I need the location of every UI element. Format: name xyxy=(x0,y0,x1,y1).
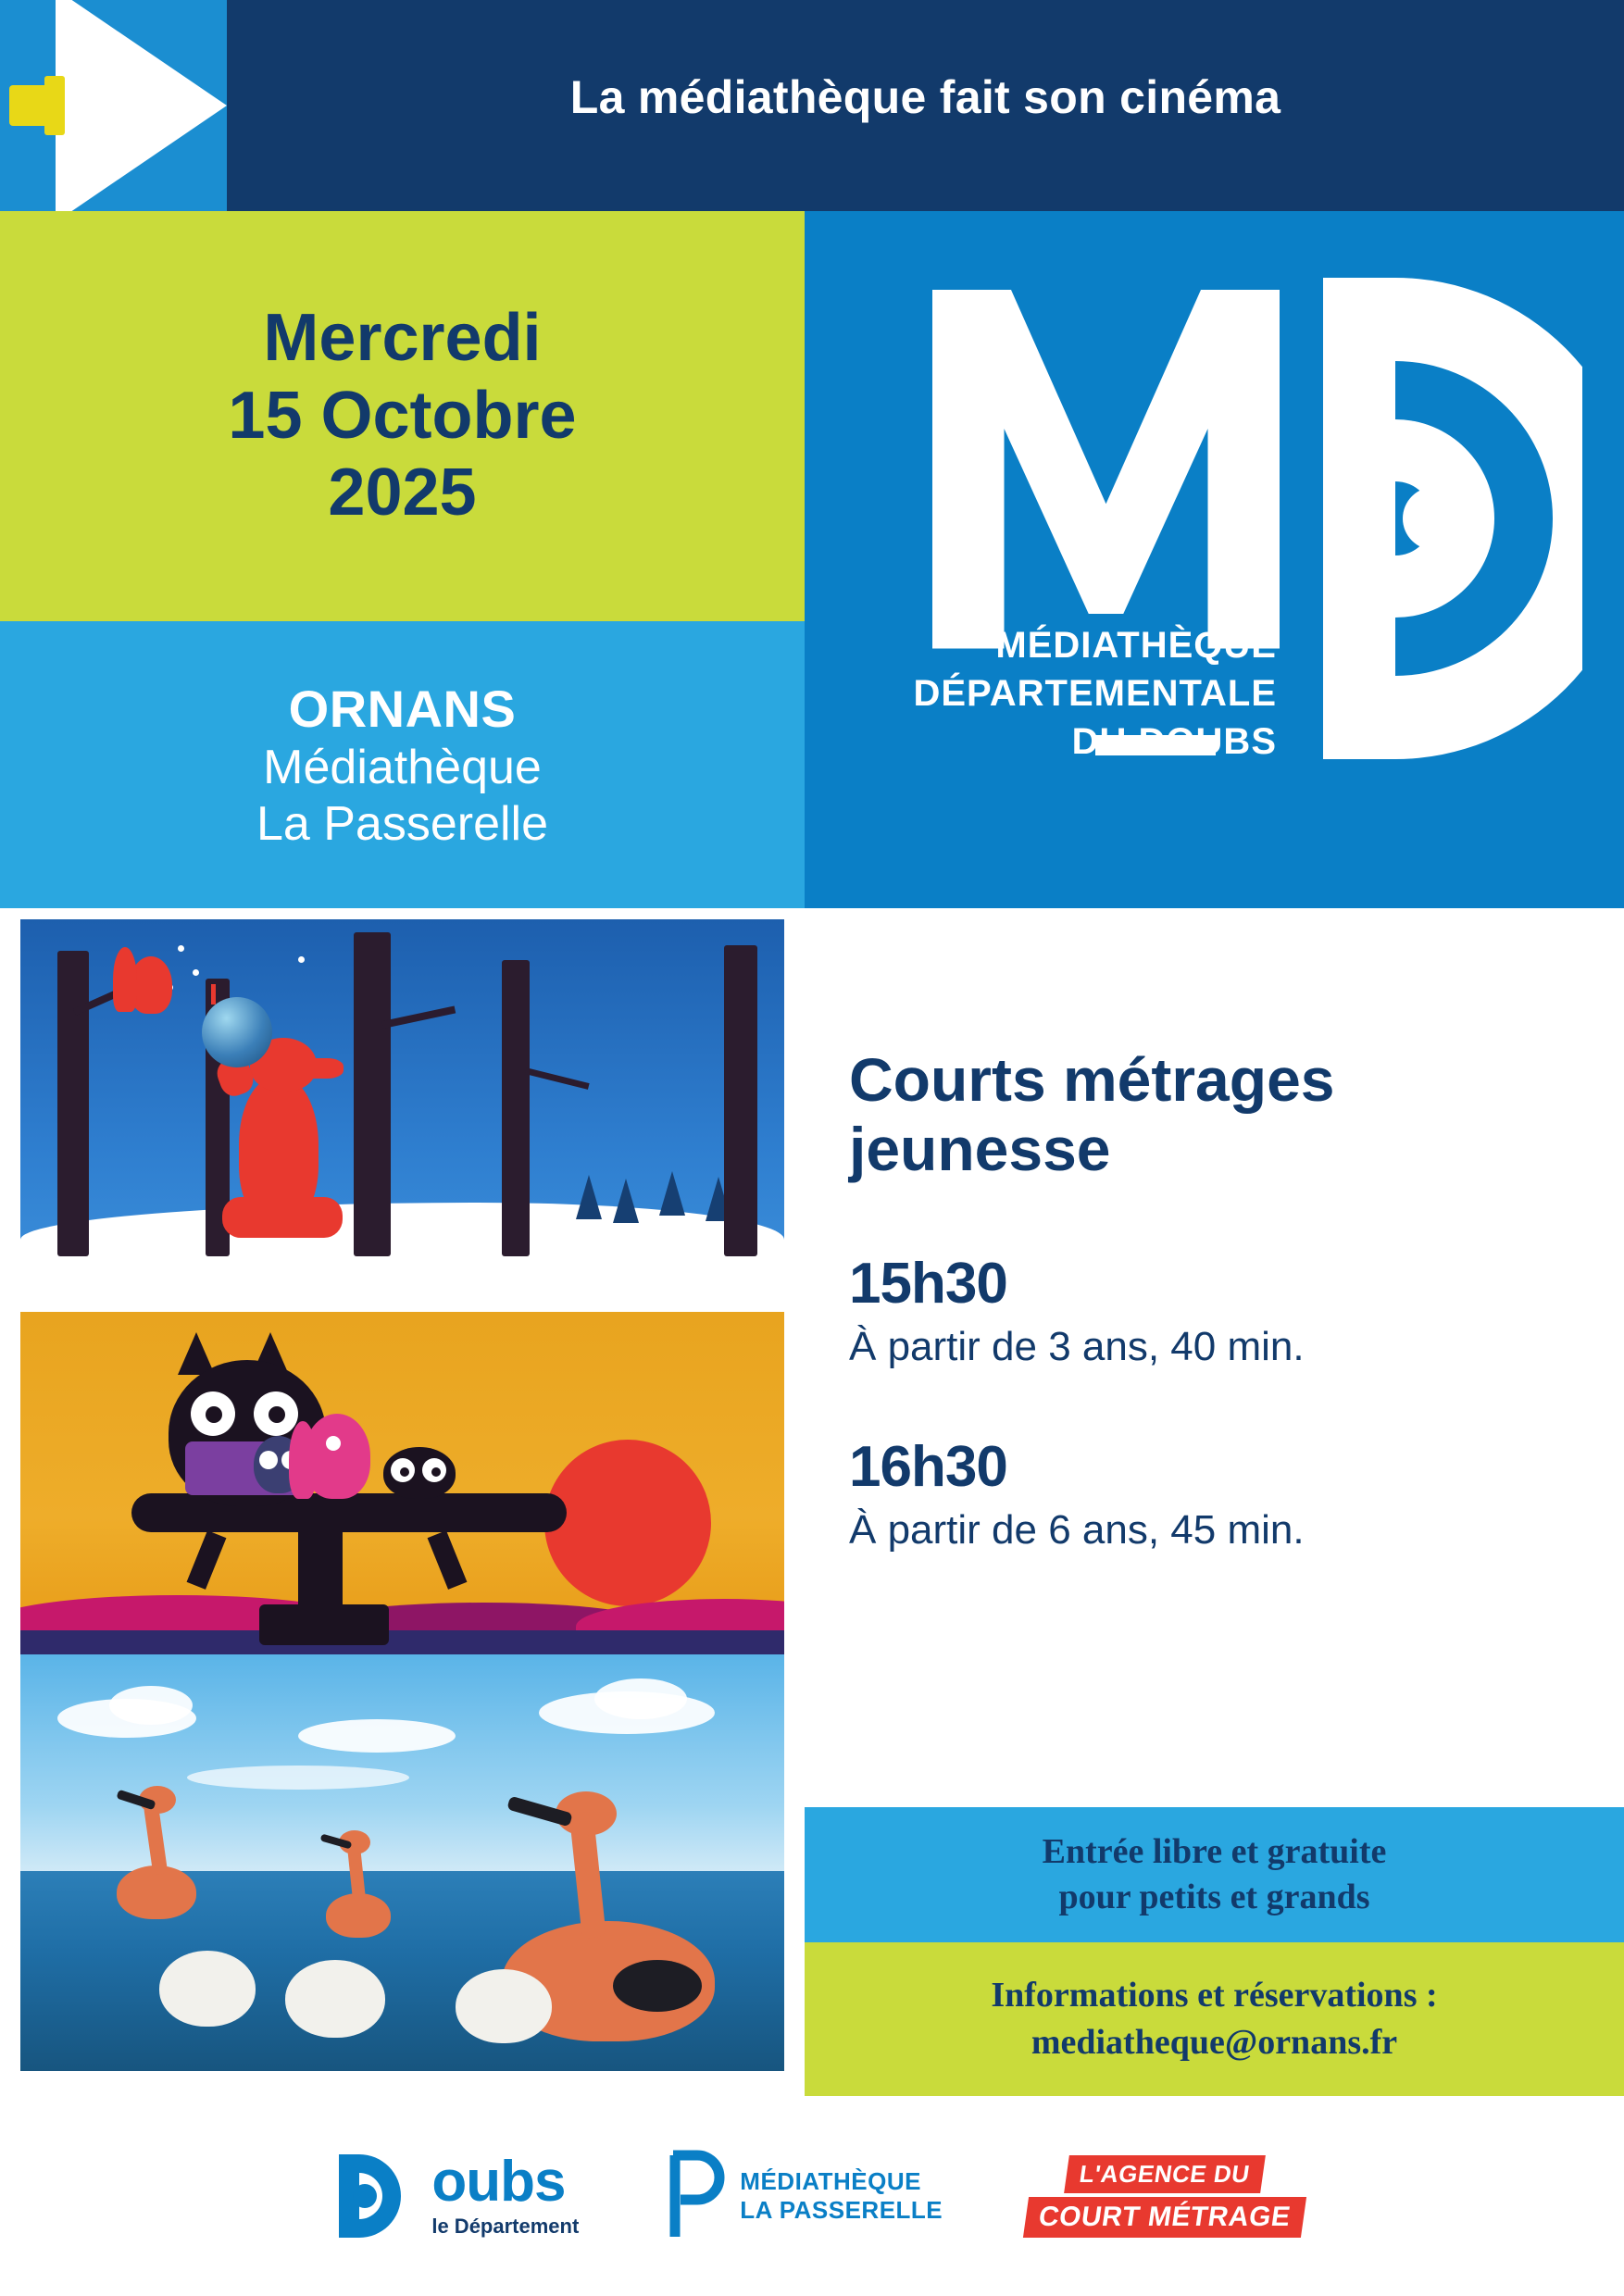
event-place-block xyxy=(0,621,805,908)
session-2 xyxy=(849,1436,1580,1555)
doubs-subtitle: le Département xyxy=(431,2215,580,2238)
passerelle-p-icon xyxy=(662,2148,729,2244)
projector-lens xyxy=(44,76,65,135)
date-line-year: 2025 xyxy=(328,455,477,530)
place-city: ORNANS xyxy=(288,680,517,739)
acm-line1: L'AGENCE DU xyxy=(1064,2155,1265,2193)
flamingos-sea-illustration xyxy=(20,1654,784,2071)
passerelle-line1: MÉDIATHÈQUE xyxy=(740,2166,921,2195)
projector-beam xyxy=(56,0,227,211)
session-2-time: 16h30 xyxy=(849,1435,1007,1499)
place-venue-line1: Médiathèque xyxy=(263,741,542,795)
session-1-info: À partir de 3 ans, 40 min. xyxy=(849,1324,1305,1370)
la-passerelle-logo xyxy=(662,2148,943,2244)
session-1-time: 15h30 xyxy=(849,1252,1007,1316)
md-logo-block xyxy=(805,211,1624,908)
page-title: La médiathèque fait son cinéma xyxy=(569,71,1281,123)
program-title: Courts métrages jeunesse xyxy=(849,1045,1335,1184)
contact-label: Informations et réservations : xyxy=(991,1975,1438,2015)
event-date-block xyxy=(0,211,805,621)
agence-court-metrage-logo xyxy=(1026,2155,1304,2238)
owl-family-illustration xyxy=(20,1312,784,1654)
illustrations-column xyxy=(0,908,805,2096)
session-2-info: À partir de 6 ans, 45 min. xyxy=(849,1507,1305,1554)
free-entry-band xyxy=(805,1807,1624,1942)
logo-line-2: DÉPARTEMENTALE xyxy=(913,673,1277,714)
place-venue-line2: La Passerelle xyxy=(256,796,549,851)
logo-line-3: DU DOUBS xyxy=(1071,721,1277,762)
free-entry-line2: pour petits et grands xyxy=(1058,1878,1370,1916)
contact-email[interactable]: mediatheque@ornans.fr xyxy=(1031,2023,1398,2062)
contact-band xyxy=(805,1942,1624,2096)
passerelle-line2: LA PASSERELLE xyxy=(740,2196,943,2224)
film-projector-icon xyxy=(0,0,227,211)
partner-logos-footer xyxy=(0,2096,1624,2296)
poster-header xyxy=(0,0,1624,211)
free-entry-line1: Entrée libre et gratuite xyxy=(1042,1831,1387,1871)
mediatheque-departementale-logo xyxy=(879,257,1582,868)
logo-line-1: MÉDIATHÈQUE xyxy=(995,625,1277,666)
date-line-day-month: 15 Octobre xyxy=(228,378,577,453)
winter-forest-fox-illustration xyxy=(20,919,784,1312)
date-line-weekday: Mercredi xyxy=(263,301,542,376)
session-1 xyxy=(849,1253,1580,1372)
acm-line2: COURT MÉTRAGE xyxy=(1023,2197,1306,2238)
doubs-wordmark: oubs xyxy=(431,2150,566,2214)
doubs-d-icon xyxy=(320,2145,422,2247)
doubs-departement-logo xyxy=(320,2145,579,2247)
